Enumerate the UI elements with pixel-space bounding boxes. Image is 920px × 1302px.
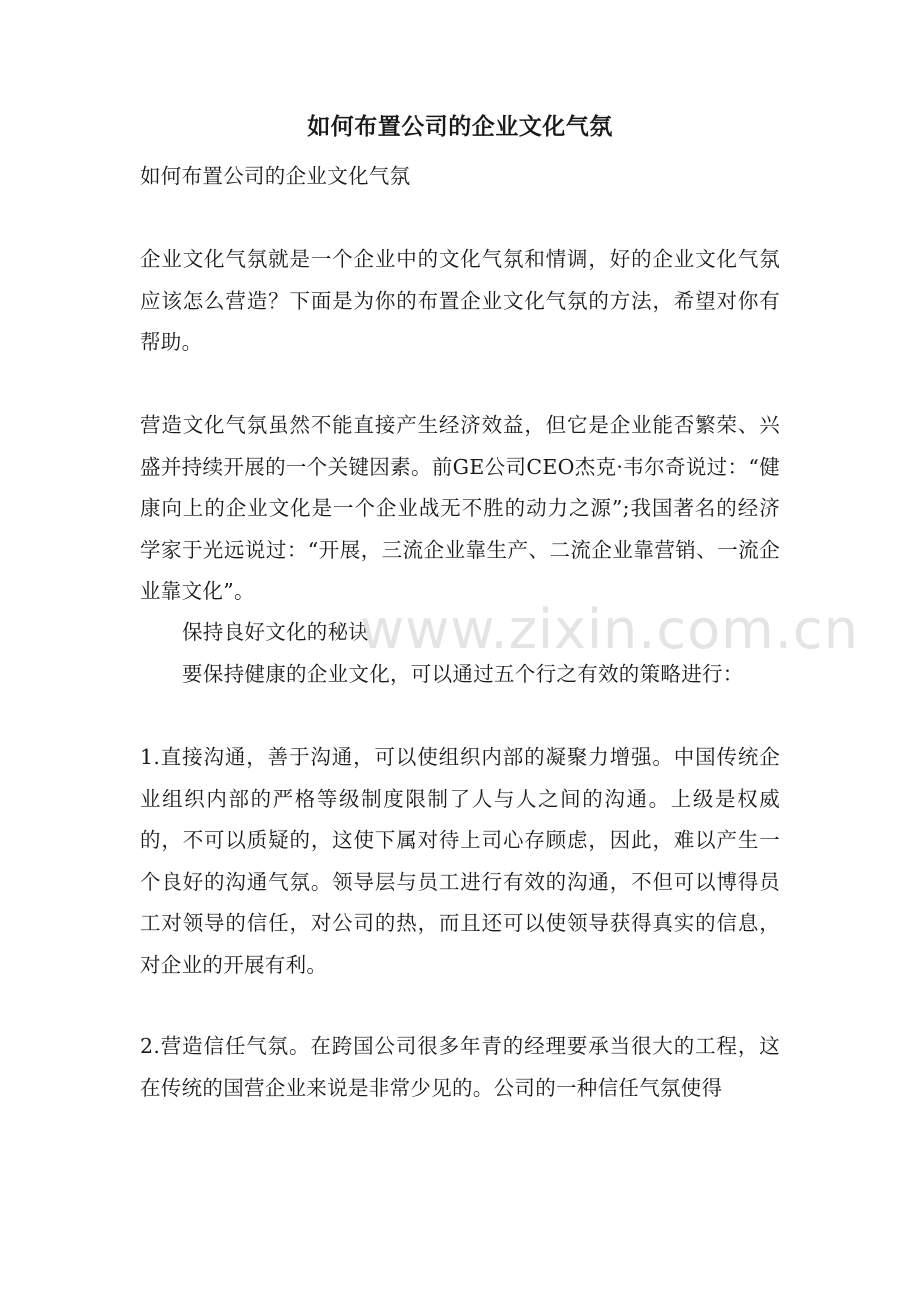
intro-paragraph: 企业文化气氛就是一个企业中的文化气氛和情调，好的企业文化气氛应该怎么营造？下面是为你的布置企业文化气氛的方法，希望对你有帮助。 <box>140 247 780 354</box>
section-lead: 要保持健康的企业文化，可以通过五个行之有效的策略进行： <box>182 662 744 686</box>
watermark: www.zixin.com.cn <box>360 598 859 661</box>
point-1-paragraph: 1.直接沟通，善于沟通，可以使组织内部的凝聚力增强。中国传统企业组织内部的严格等级制度限制了人与人之间的沟通。上级是权威的，不可以质疑的，这使下属对待上司心存顾虑，因此，难以产生一个良好的沟通气氛。领导层与员工进行有效的沟通，不但可以博得员工对领导的信任，对公司的热，而且还可以使领导获得真实的信息，对企业的开展有利。 <box>140 745 780 977</box>
importance-paragraph: 营造文化气氛虽然不能直接产生经济效益，但它是企业能否繁荣、兴盛并持续开展的一个关键因素。前GE公司CEO杰克·韦尔奇说过：“健康向上的企业文化是一个企业战无不胜的动力之源”;我国著名的经济学家于光远说过：“开展，三流企业靠生产、二流企业靠营销、一流企业靠文化”。 <box>140 413 780 603</box>
document-subtitle: 如何布置公司的企业文化气氛 <box>140 164 411 188</box>
document-title: 如何布置公司的企业文化气氛 <box>307 113 613 140</box>
section-heading: 保持良好文化的秘诀 <box>182 620 370 644</box>
point-2-paragraph: 2.营造信任气氛。在跨国公司很多年青的经理要承当很大的工程，这在传统的国营企业来说是非常少见的。公司的一种信任气氛使得 <box>140 1034 780 1100</box>
